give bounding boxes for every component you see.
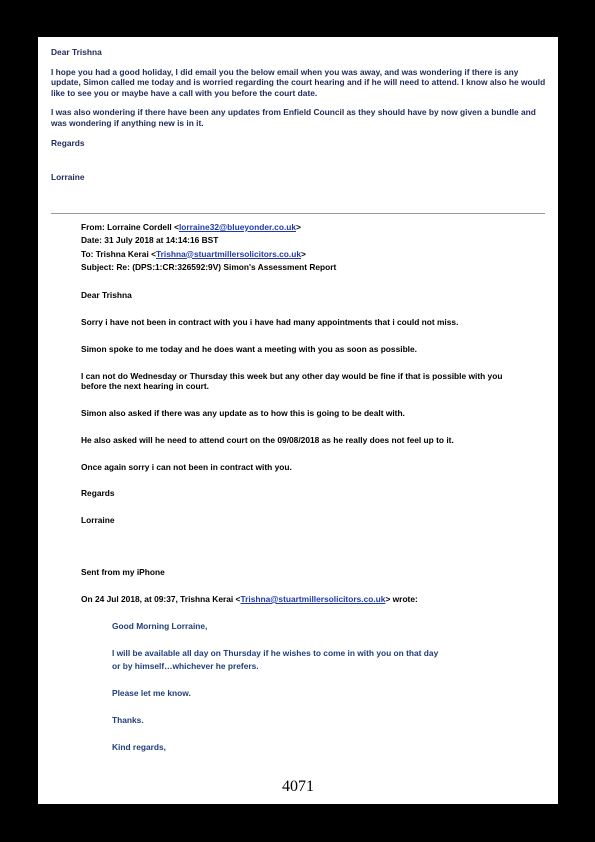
body-line: Sorry i have not been in contract with you i have had many appointments that i could not miss. [81,317,459,328]
quoted-email [112,621,521,753]
sent-from: Sent from my iPhone [81,567,165,577]
quote-thanks: Thanks. [112,714,144,725]
paragraph: I hope you had a good holiday, I did email you the below email when you was away, and was wondering if there is any update, Simon called me today and is worried regarding the court hearing and if he will need to attend. I know also he would like to see you or maybe have a call with you before the court date. [51,66,546,98]
to-email-link[interactable]: Trishna@stuartmillersolicitors.co.uk [156,248,302,259]
quote-paragraph: I will be available all day on Thursday if he wishes to come in with you on that day or by himself…whichever he prefers. [112,648,439,671]
date-line: Date: 31 July 2018 at 14:14:16 BST [81,235,219,246]
document-page [38,37,558,804]
quote-greeting: Good Morning Lorraine, [112,620,208,631]
body-line: I can not do Wednesday or Thursday this week but any other day would be fine if that is possible with you before the next hearing in court. [81,370,503,392]
body-line: Simon spoke to me today and he does want a meeting with you as soon as possible. [81,343,417,354]
separator-line [51,213,545,214]
subject-line: Subject: Re: (DPS:1:CR:326592:9V) Simon's Assessment Report [81,261,337,272]
forwarded-email [81,221,521,768]
signature: Lorraine [51,172,85,183]
paragraph: I was also wondering if there have been any updates from Enfield Council as they should have by now given a bundle and was wondering if anything new is in it. [51,107,536,128]
from-line: From: Lorraine Cordell <lorraine32@blueyonder.co.uk> [81,222,301,232]
body-line: Lorraine [81,515,115,526]
body-line: Regards [81,488,115,499]
greeting: Dear Trishna [51,47,102,57]
body-line: He also asked will he need to attend court on the 09/08/2018 as he really does not feel up to it. [81,434,454,445]
body-line: Dear Trishna [81,290,132,301]
from-email-link[interactable]: lorraine32@blueyonder.co.uk [178,222,297,232]
email-header [81,221,521,274]
closing: Regards [51,137,85,148]
quote-ask: Please let me know. [112,687,191,698]
page-number: 4071 [282,778,314,795]
to-line: To: Trishna Kerai <Trishna@stuartmillersolicitors.co.uk> [81,248,306,259]
quote-attribution: On 24 Jul 2018, at 09:37, Trishna Kerai <Trishna@stuartmillersolicitors.co.uk> wrote: [81,593,418,604]
body-line: Once again sorry i can not been in contract with you. [81,461,292,472]
reply-email [51,47,547,192]
body-line: Simon also asked if there was any update as to how this is going to be dealt with. [81,408,405,419]
quote-email-link[interactable]: Trishna@stuartmillersolicitors.co.uk [240,593,386,604]
quote-regards: Kind regards, [112,741,166,752]
